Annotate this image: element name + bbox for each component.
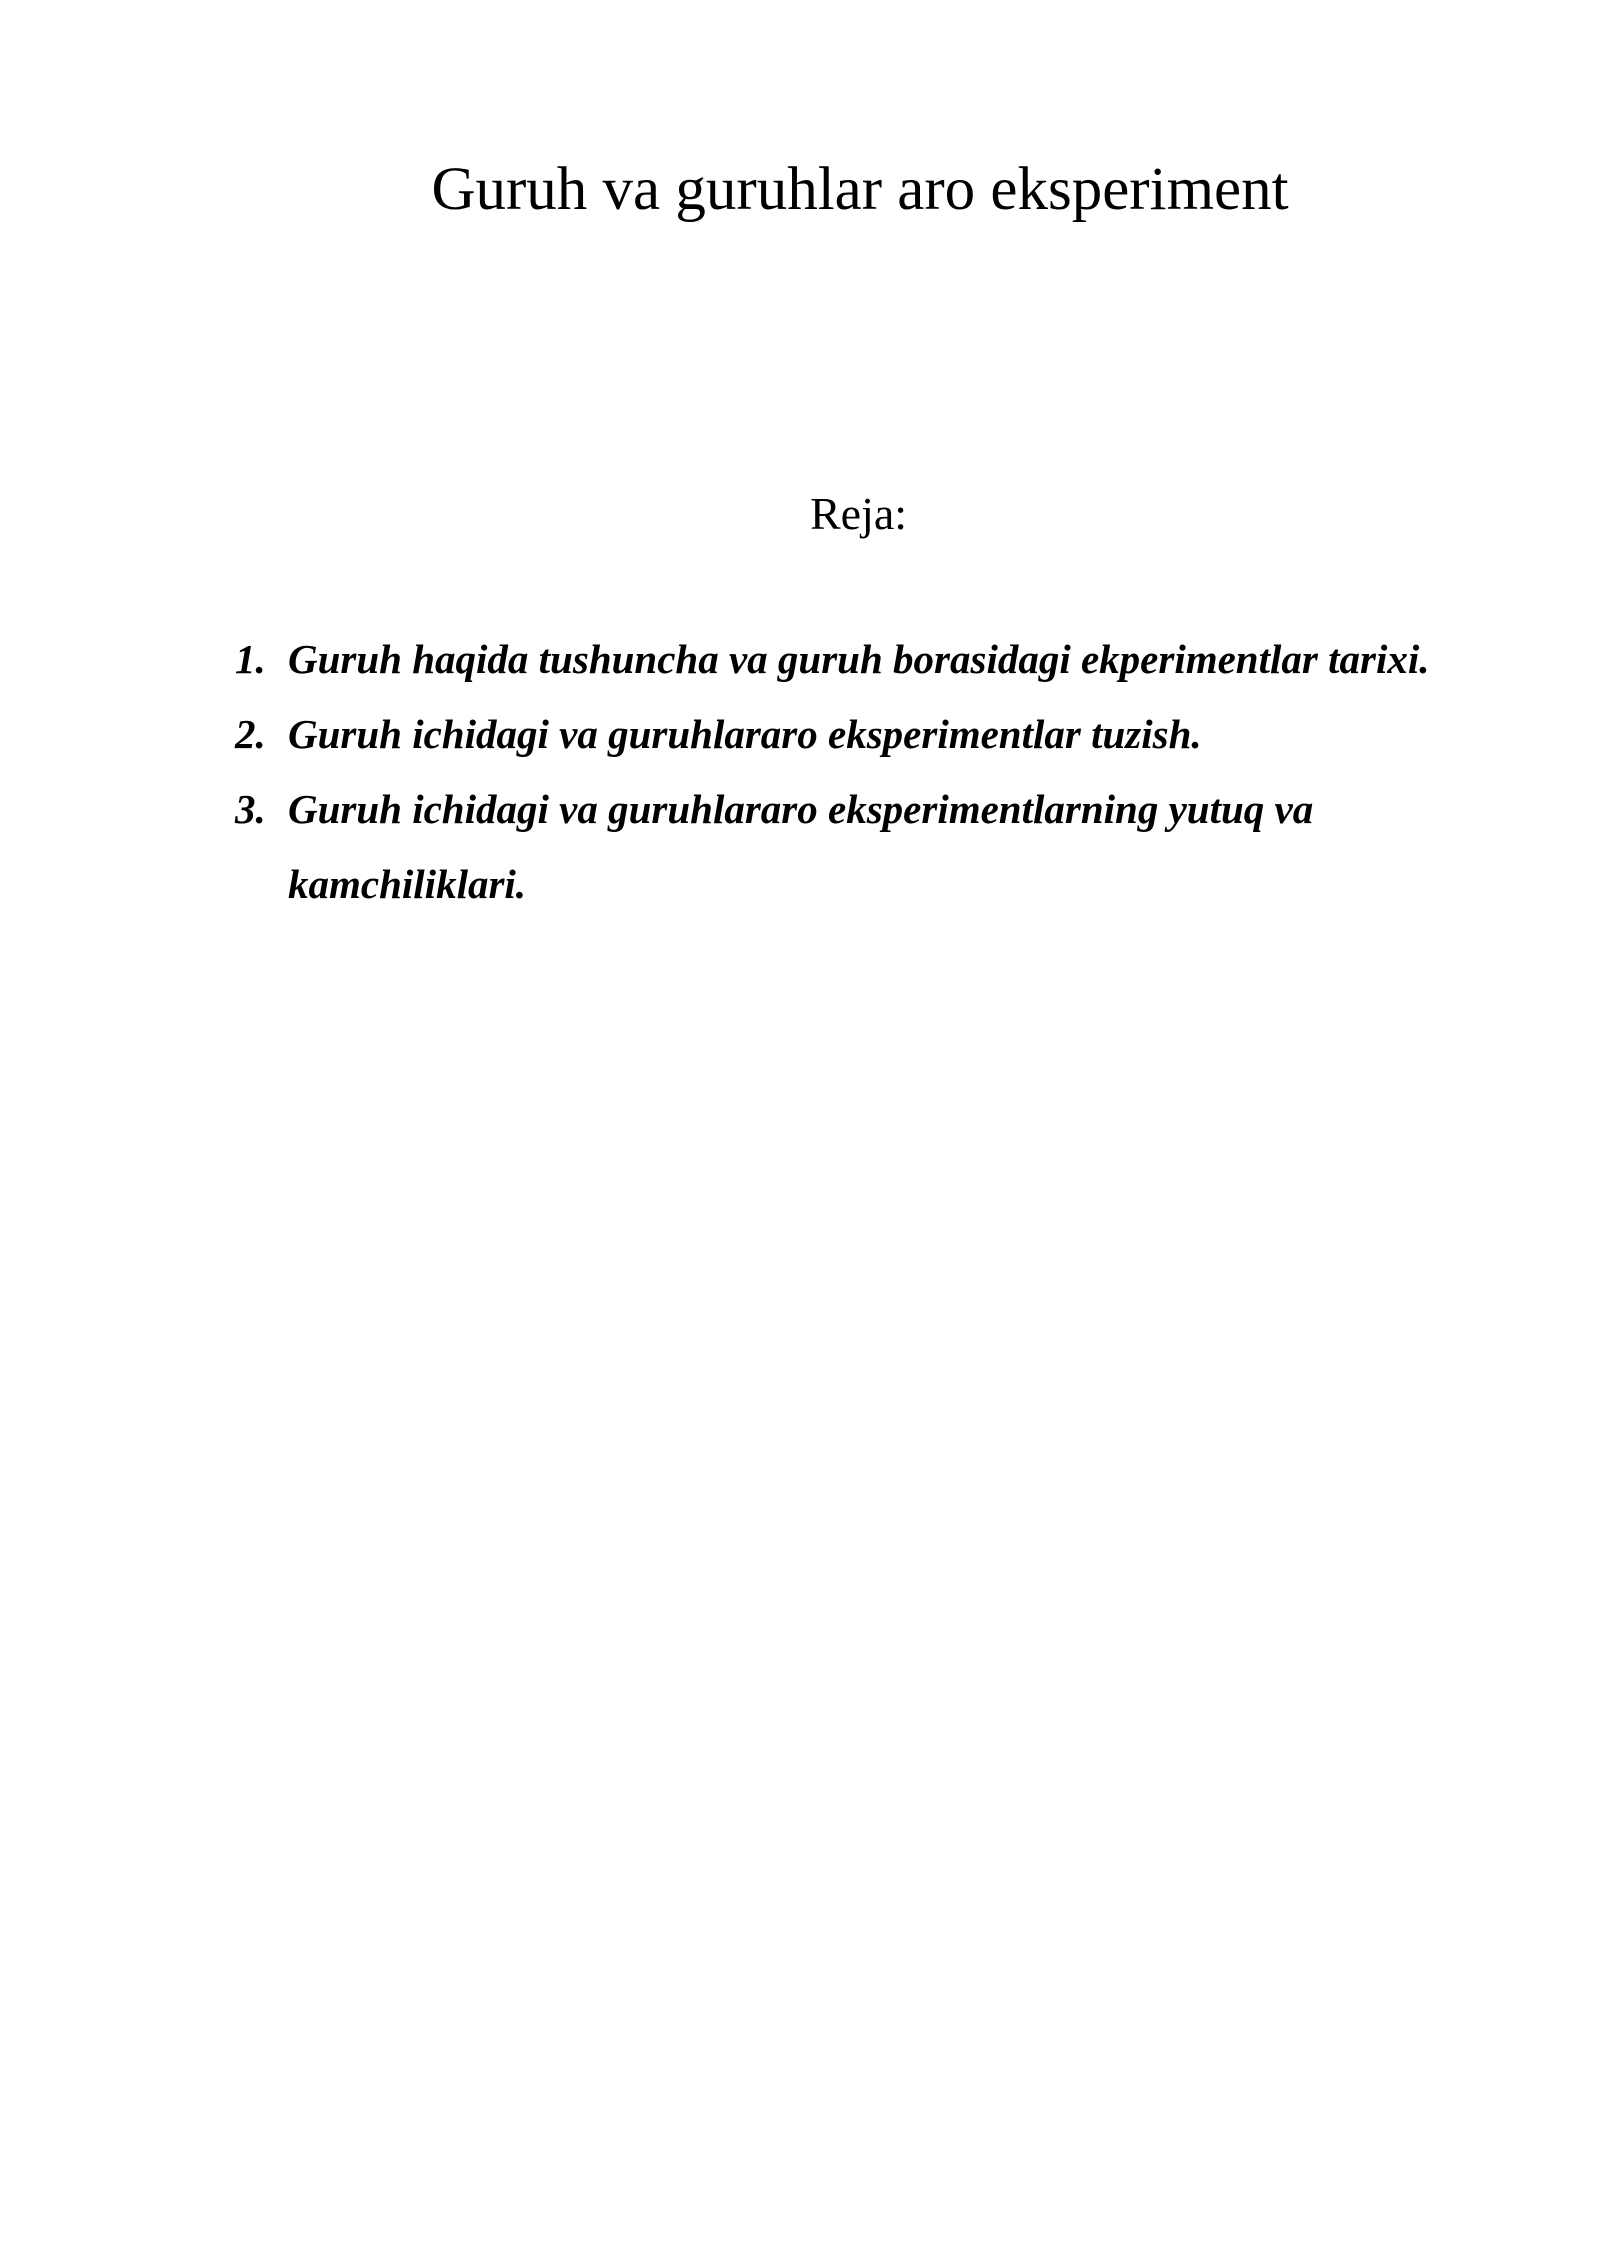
plan-item-text: Guruh haqida tushuncha va guruh borasidagi ekperimentlar tarixi. [288,636,1430,682]
document-title: Guruh va guruhlar aro eksperiment [431,156,1289,223]
plan-heading: Reja: [810,488,908,539]
plan-item-text: Guruh ichidagi va guruhlararo eksperimentlarning yutuq va kamchiliklari. [288,786,1314,907]
plan-item-3 [235,772,1535,922]
plan-item-text: Guruh ichidagi va guruhlararo eksperimentlar tuzish. [288,711,1202,757]
plan-item-number: 3. [235,786,266,832]
plan-item-2 [235,697,1535,772]
plan-item-number: 1. [235,636,266,682]
plan-list [235,622,1535,922]
plan-item-1 [235,622,1535,697]
plan-item-number: 2. [235,711,266,757]
